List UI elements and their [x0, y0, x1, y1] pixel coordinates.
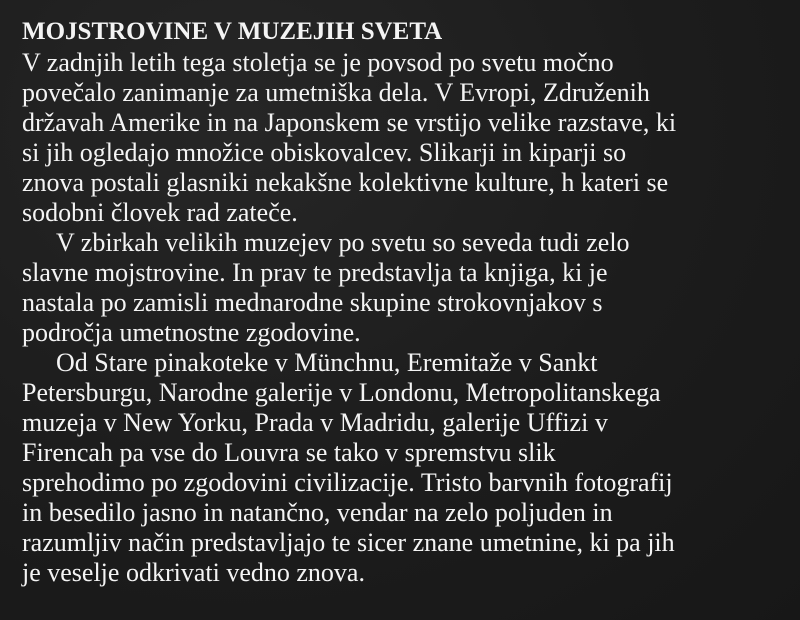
text-line: znova postali glasniki nekakšne kolektivne kulture, h kateri se	[22, 168, 669, 197]
paragraph-start-line: V zbirkah velikih muzejev po svetu so seveda tudi zelo	[56, 228, 630, 257]
text-line: V zadnjih letih tega stoletja se je povsod po svetu močno	[22, 48, 614, 77]
text-line: sprehodimo po zgodovini civilizacije. Tristo barvnih fotografij	[22, 468, 673, 497]
text-line: slavne mojstrovine. In prav te predstavlja ta knjiga, ki je	[22, 258, 608, 287]
text-line: si jih ogledajo množice obiskovalcev. Slikarji in kiparji so	[22, 138, 627, 167]
text-line: povečalo zanimanje za umetniška dela. V Evropi, Združenih	[22, 78, 650, 107]
body-text	[22, 48, 792, 588]
text-line: Petersburgu, Narodne galerije v Londonu, Metropolitanskega	[22, 378, 661, 407]
text-line: je veselje odkrivati vedno znova.	[22, 558, 365, 587]
text-line: in besedilo jasno in natančno, vendar na zelo poljuden in	[22, 498, 613, 527]
document-title: MOJSTROVINE V MUZEJIH SVETA	[22, 18, 443, 45]
paragraph-start-line: Od Stare pinakoteke v Münchnu, Eremitaže v Sankt	[56, 348, 598, 377]
text-line: področja umetnostne zgodovine.	[22, 318, 361, 347]
text-line: državah Amerike in na Japonskem se vrstijo velike razstave, ki	[22, 108, 677, 137]
text-line: Firencah pa vse do Louvra se tako v spremstvu slik	[22, 438, 556, 467]
text-line: sodobni človek rad zateče.	[22, 198, 298, 227]
text-line: muzeja v New Yorku, Prada v Madridu, galerije Uffizi v	[22, 408, 608, 437]
text-line: razumljiv način predstavljajo te sicer znane umetnine, ki pa jih	[22, 528, 675, 557]
text-line: nastala po zamisli mednarodne skupine strokovnjakov s	[22, 288, 603, 317]
